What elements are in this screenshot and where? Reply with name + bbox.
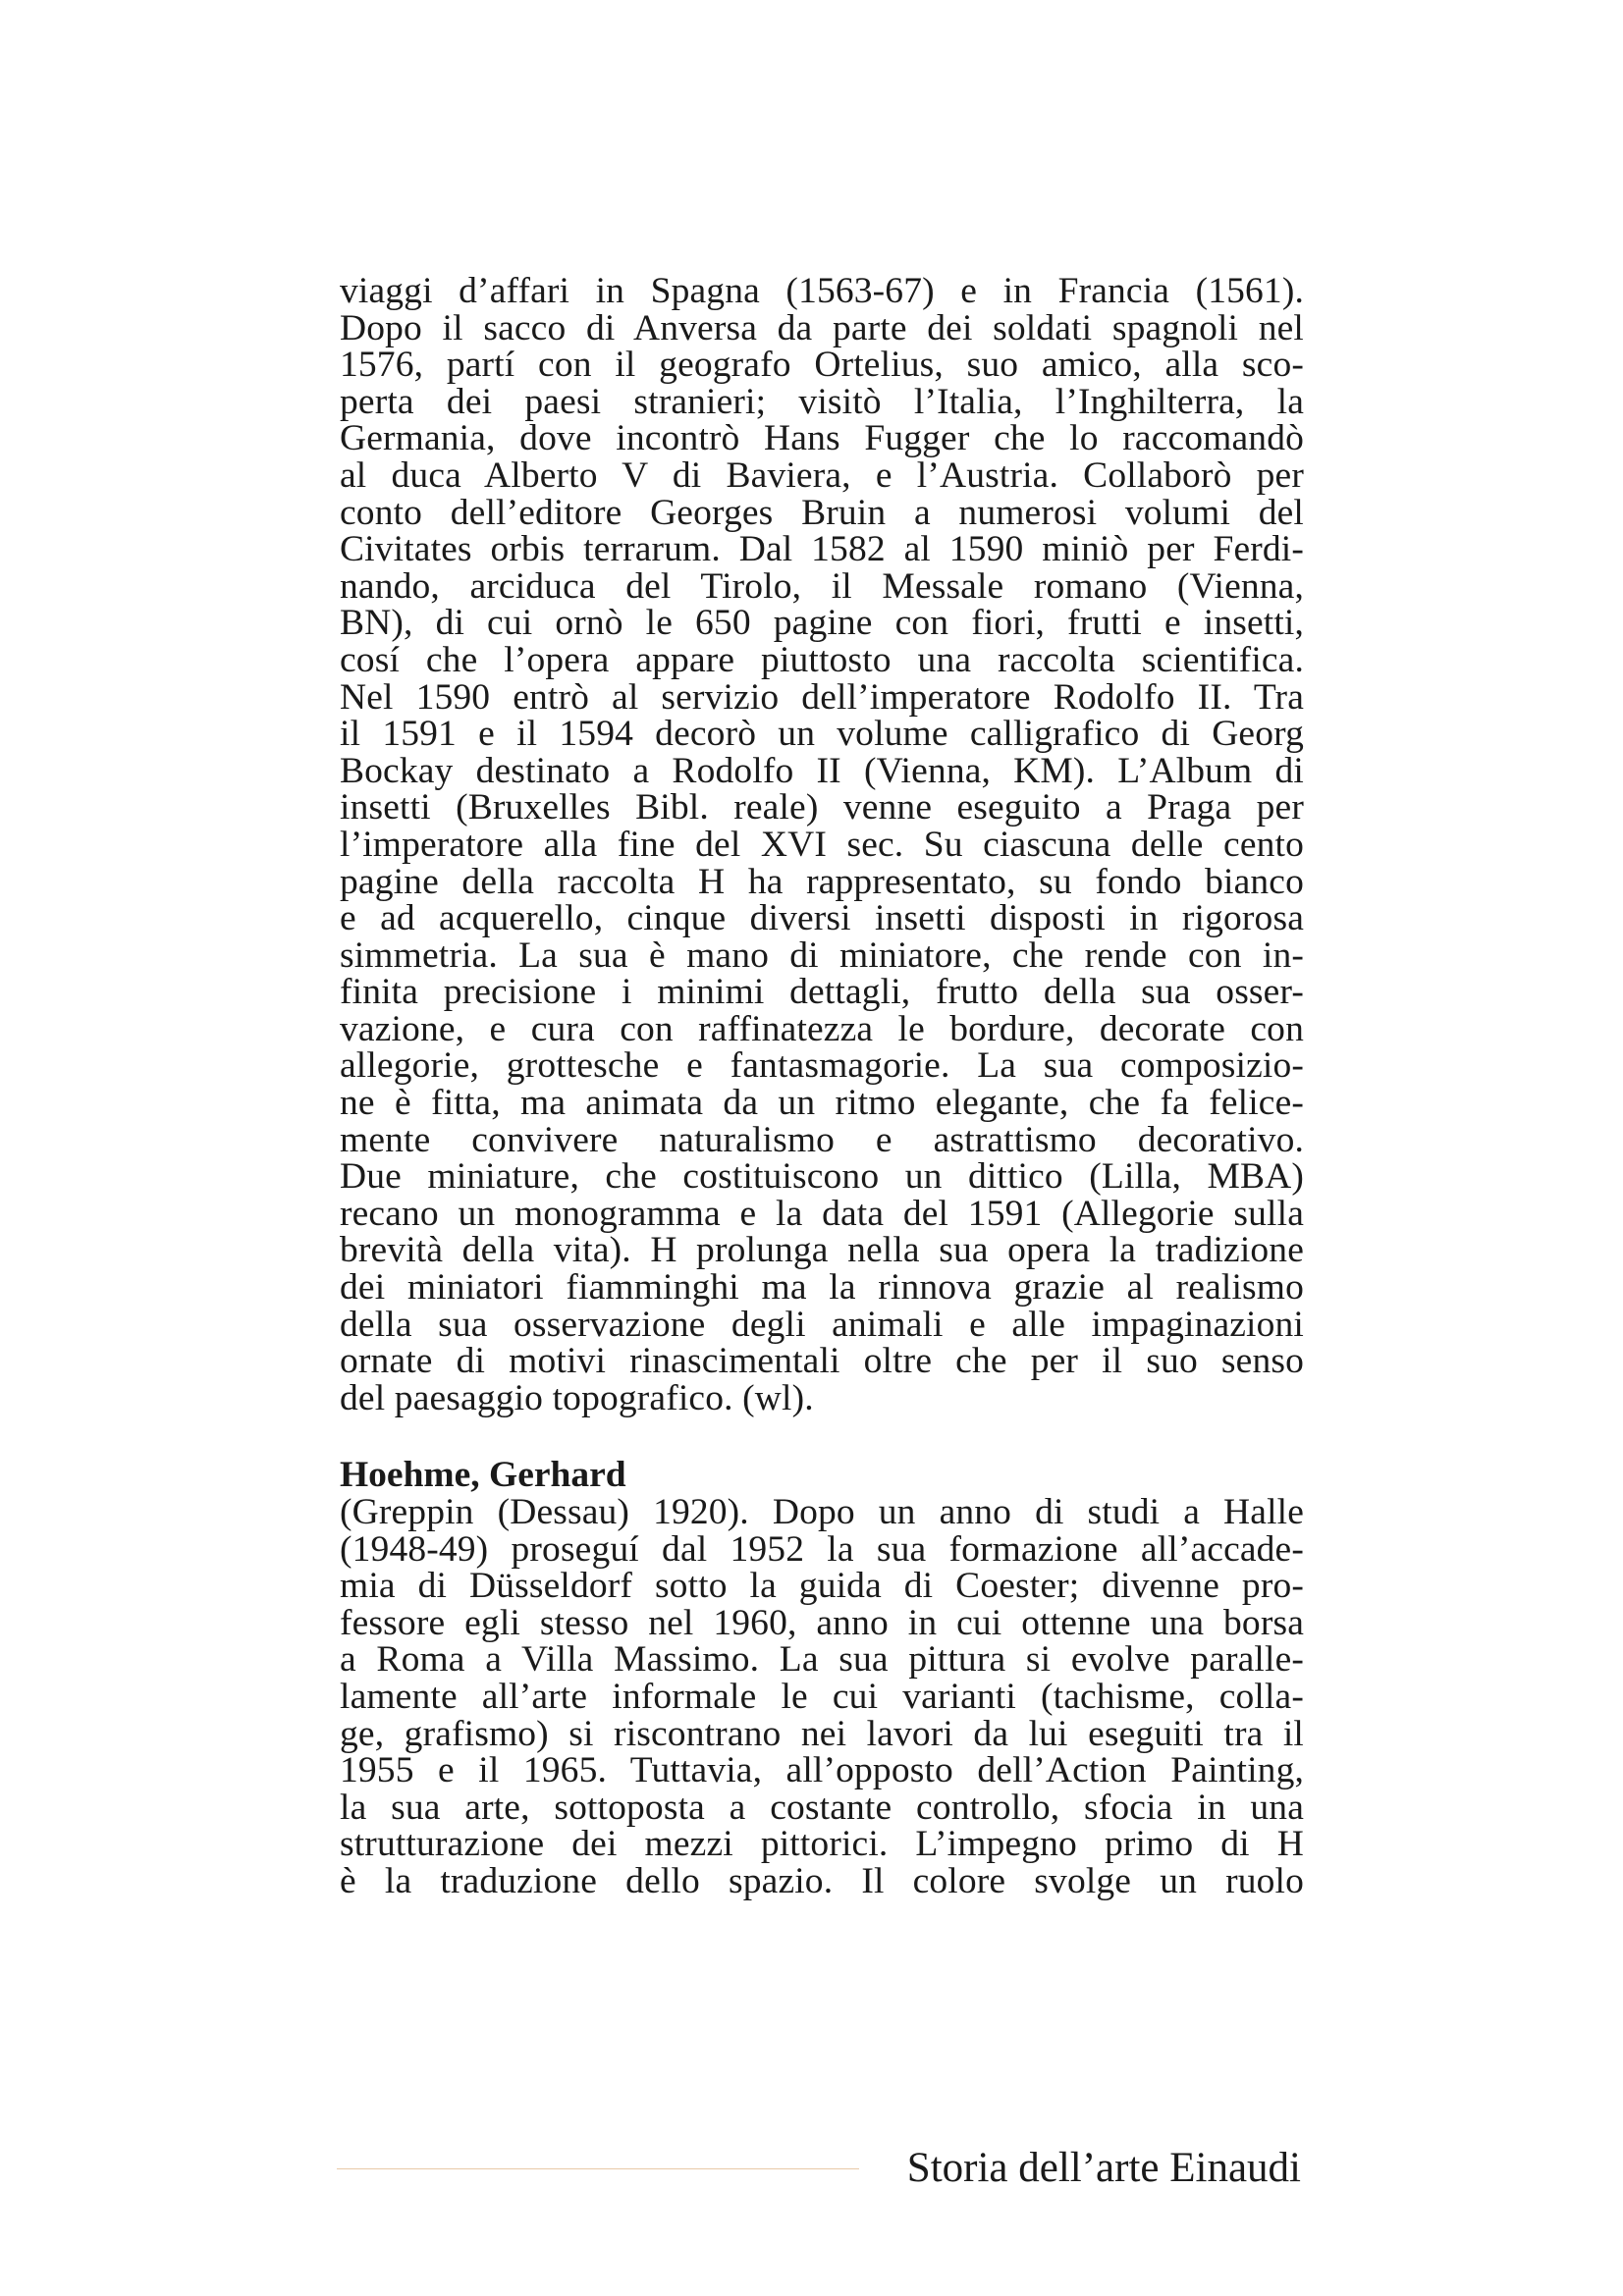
text-line: recano un monogramma e la data del 1591 (Allegorie sulla xyxy=(340,1193,1304,1234)
text-line: è la traduzione dello spazio. Il colore svolge un ruolo xyxy=(340,1860,1304,1901)
paragraph-2 xyxy=(340,1494,1304,1900)
text-line: ne è fitta, ma animata da un ritmo elegante, che fa felice- xyxy=(340,1083,1304,1124)
text-line: BN), di cui ornò le 650 pagine con fiori, frutti e insetti, xyxy=(340,603,1304,644)
text-line: del paesaggio topografico. (wl). xyxy=(340,1377,814,1418)
text-line: conto dell’editore Georges Bruin a numerosi volumi del xyxy=(340,492,1304,533)
text-line: finita precisione i minimi dettagli, frutto della sua osser- xyxy=(340,972,1304,1013)
text-line: ornate di motivi rinascimentali oltre che per il suo senso xyxy=(340,1341,1304,1382)
text-line: (1948-49) proseguí dal 1952 la sua formazione all’accade- xyxy=(340,1528,1304,1570)
text-line: a Roma a Villa Massimo. La sua pittura si evolve paralle- xyxy=(340,1639,1304,1681)
text-line: simmetria. La sua è mano di miniatore, che rende con in- xyxy=(340,934,1304,976)
text-line: 1955 e il 1965. Tuttavia, all’opposto dell’Action Painting, xyxy=(340,1750,1304,1791)
text-line: (Greppin (Dessau) 1920). Dopo un anno di studi a Halle xyxy=(340,1492,1304,1532)
text-line: della sua osservazione degli animali e alle impaginazioni xyxy=(340,1304,1304,1345)
footer-rule xyxy=(337,2168,859,2169)
text-line: vazione, e cura con raffinatezza le bordure, decorate con xyxy=(340,1008,1304,1049)
paragraph-gap xyxy=(340,1416,1304,1457)
text-line: il 1591 e il 1594 decorò un volume calligrafico di Georg xyxy=(340,714,1304,755)
text-line: mia di Düsseldorf sotto la guida di Coester; divenne pro- xyxy=(340,1566,1304,1607)
text-line: lamente all’arte informale le cui varianti (tachisme, colla- xyxy=(340,1676,1304,1717)
text-line: Nel 1590 entrò al servizio dell’imperatore Rodolfo II. Tra xyxy=(340,676,1304,718)
text-line: fessore egli stesso nel 1960, anno in cui ottenne una borsa xyxy=(340,1602,1304,1643)
text-line: mente convivere naturalismo e astrattismo decorativo. xyxy=(340,1119,1304,1160)
entry-heading: Hoehme, Gerhard xyxy=(340,1455,626,1496)
text-line: cosí che l’opera appare piuttosto una raccolta scientifica. xyxy=(340,639,1304,680)
text-line: Dopo il sacco di Anversa da parte dei soldati spagnoli nel xyxy=(340,307,1304,348)
text-line: strutturazione dei mezzi pittorici. L’impegno primo di H xyxy=(340,1824,1304,1865)
text-line: dei miniatori fiamminghi ma la rinnova grazie al realismo xyxy=(340,1267,1304,1308)
text-line: viaggi d’affari in Spagna (1563-67) e in Francia (1561). xyxy=(340,271,1304,311)
text-line: Civitates orbis terrarum. Dal 1582 al 1590 miniò per Ferdi- xyxy=(340,529,1304,570)
paragraph-1 xyxy=(340,273,1304,1416)
text-line: Germania, dove incontrò Hans Fugger che lo raccomandò xyxy=(340,418,1304,459)
text-line: Bockay destinato a Rodolfo II (Vienna, KM). L’Album di xyxy=(340,750,1304,791)
text-line: allegorie, grottesche e fantasmagorie. La sua composizio- xyxy=(340,1045,1304,1087)
text-line: insetti (Bruxelles Bibl. reale) venne eseguito a Praga per xyxy=(340,787,1304,828)
text-line: la sua arte, sottoposta a costante controllo, sfocia in una xyxy=(340,1787,1304,1828)
text-line: pagine della raccolta H ha rappresentato, su fondo bianco xyxy=(340,861,1304,902)
text-line: 1576, partí con il geografo Ortelius, suo amico, alla sco- xyxy=(340,345,1304,386)
text-line: Due miniature, che costituiscono un dittico (Lilla, MBA) xyxy=(340,1156,1304,1198)
text-line: perta dei paesi stranieri; visitò l’Italia, l’Inghilterra, la xyxy=(340,381,1304,422)
text-line: al duca Alberto V di Baviera, e l’Austria. Collaborò per xyxy=(340,454,1304,496)
text-line: ge, grafismo) si riscontrano nei lavori da lui eseguiti tra il xyxy=(340,1713,1304,1754)
text-line: l’imperatore alla fine del XVI sec. Su ciascuna delle cento xyxy=(340,824,1304,865)
footer-title: Storia dell’arte Einaudi xyxy=(906,2145,1301,2191)
page-body xyxy=(340,273,1304,1900)
text-line: nando, arciduca del Tirolo, il Messale romano (Vienna, xyxy=(340,565,1304,607)
text-line: e ad acquerello, cinque diversi insetti disposti in rigorosa xyxy=(340,898,1304,939)
text-line: brevità della vita). H prolunga nella sua opera la tradizione xyxy=(340,1230,1304,1271)
